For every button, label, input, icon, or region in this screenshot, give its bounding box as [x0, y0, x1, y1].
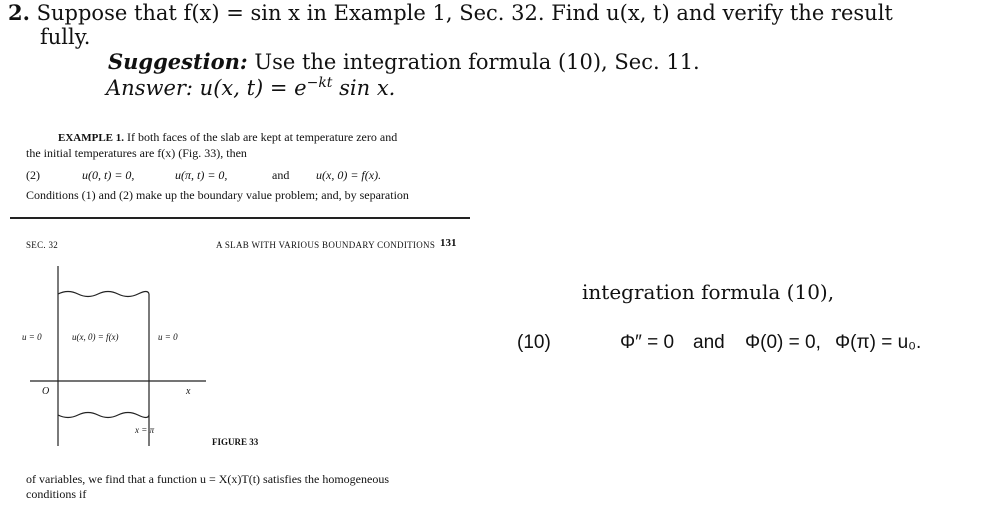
formula-part-3: Φ(π) = u₀. [835, 332, 922, 353]
page-number: 131 [440, 237, 457, 249]
slab-top-edge [58, 292, 149, 297]
page-section: SEC. 32 [26, 240, 59, 250]
problem-line-2: fully. [40, 25, 91, 49]
equation-2-part-1: u(0, t) = 0, [82, 168, 135, 182]
label-x-axis: x [186, 386, 191, 397]
answer-exponent: −kt [306, 75, 333, 91]
page-title: A SLAB WITH VARIOUS BOUNDARY CONDITIONS [216, 240, 436, 250]
example-line-2: the initial temperatures are f(x) (Fig. 33), then [26, 146, 247, 160]
suggestion-label: Suggestion: [108, 49, 248, 74]
suggestion-text: Use the integration formula (10), Sec. 11. [254, 50, 700, 74]
equation-2-number: (2) [26, 168, 40, 182]
answer-line [106, 75, 395, 100]
equation-2-part-3: u(x, 0) = f(x). [316, 168, 382, 182]
problem-statement: Suppose that f(x) = sin x in Example 1, Sec. 32. Find u(x, t) and verify the result [36, 1, 893, 25]
label-u0-right: u = 0 [158, 332, 178, 342]
formula-10-block [505, 270, 985, 390]
tail-line-1: of variables, we find that a function u = X(x)T(t) satisfies the homogeneous [26, 472, 389, 486]
equation-2-and: and [272, 168, 290, 182]
label-u0-left: u = 0 [22, 332, 42, 342]
formula-heading: integration formula (10), [582, 280, 835, 304]
problem-line-1 [8, 0, 893, 25]
label-x-equals-pi: x = π [135, 425, 155, 435]
answer-rhs: sin x. [339, 76, 396, 100]
example-text-1: If both faces of the slab are kept at temperature zero and [127, 130, 398, 144]
figure-caption: FIGURE 33 [212, 437, 259, 447]
problem-block [0, 0, 997, 110]
conditions-line: Conditions (1) and (2) make up the boundary value problem; and, by separation [26, 188, 409, 202]
figure-33-diagram [0, 120, 480, 531]
tail-line-2: conditions if [26, 487, 87, 501]
suggestion-line [108, 49, 700, 74]
formula-and: and [693, 332, 725, 353]
formula-part-1: Φ″ = 0 [620, 332, 675, 353]
textbook-excerpt [0, 120, 480, 531]
example-label: EXAMPLE 1. [58, 132, 124, 144]
problem-number: 2. [8, 0, 30, 25]
label-origin: O [42, 386, 50, 397]
slab-bottom-edge [58, 413, 149, 418]
answer-label: Answer: [106, 76, 193, 100]
label-initial-temp: u(x, 0) = f(x) [72, 332, 119, 342]
formula-number: (10) [517, 332, 551, 353]
equation-2-part-2: u(π, t) = 0, [175, 168, 228, 182]
answer-lhs: u(x, t) = e [199, 76, 307, 100]
formula-part-2: Φ(0) = 0, [745, 332, 821, 353]
